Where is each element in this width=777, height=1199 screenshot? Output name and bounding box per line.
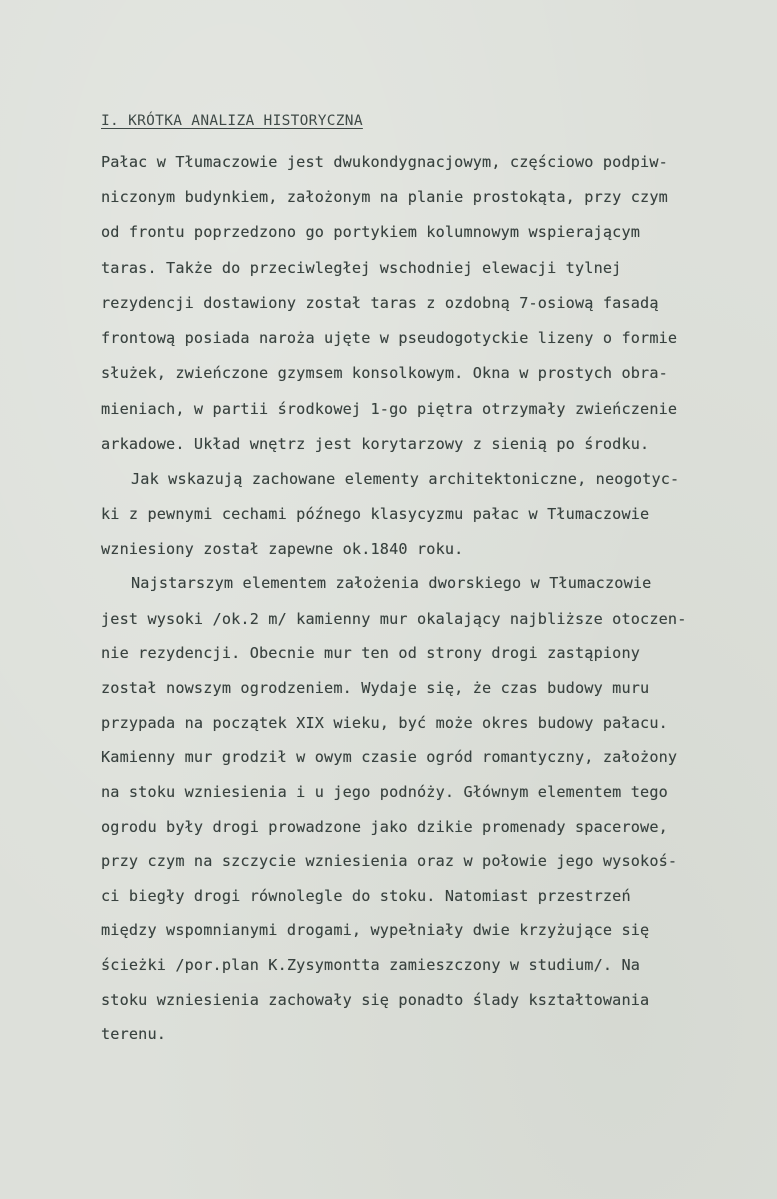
text-line: ogrodu były drogi prowadzone jako dzikie promenady spacerowe,: [101, 818, 668, 836]
text-line: został nowszym ogrodzeniem. Wydaje się, że czas budowy muru: [101, 679, 650, 697]
text-line: jest wysoki /ok.2 m/ kamienny mur okalający najbliższe otoczen-: [101, 610, 687, 628]
text-line: terenu.: [101, 1025, 167, 1043]
text-line: między wspomnianymi drogami, wypełniały dwie krzyżujące się: [101, 921, 650, 939]
text-line: niczonym budynkiem, założonym na planie prostokąta, przy czym: [101, 188, 668, 206]
text-line: przypada na początek XIX wieku, być może okres budowy pałacu.: [101, 714, 668, 732]
text-line: od frontu poprzedzono go portykiem kolumnowym wspierającym: [101, 223, 641, 241]
text-line: rezydencji dostawiony został taras z ozdobną 7-osiową fasadą: [101, 294, 659, 312]
section-heading: I. KRÓTKA ANALIZA HISTORYCZNA: [101, 113, 363, 129]
text-line: Jak wskazują zachowane elementy architektoniczne, neogotyc-: [131, 470, 680, 488]
text-line: nie rezydencji. Obecnie mur ten od strony drogi zastąpiony: [101, 644, 641, 662]
text-line: ki z pewnymi cechami późnego klasycyzmu pałac w Tłumaczowie: [101, 505, 650, 523]
text-line: ścieżki /por.plan K.Zysymontta zamieszczony w studium/. Na: [101, 956, 641, 974]
text-line: frontową posiada naroża ujęte w pseudogotyckie lizeny o formie: [101, 329, 678, 347]
text-line: mieniach, w partii środkowej 1-go piętra otrzymały zwieńczenie: [101, 400, 678, 418]
text-line: Najstarszym elementem założenia dworskiego w Tłumaczowie: [131, 574, 652, 592]
text-line: służek, zwieńczone gzymsem konsolkowym. Okna w prostych obra-: [101, 364, 668, 382]
text-line: na stoku wzniesienia i u jego podnóży. Głównym elementem tego: [101, 783, 668, 801]
text-line: ci biegły drogi równolegle do stoku. Natomiast przestrzeń: [101, 887, 631, 905]
text-line: arkadowe. Układ wnętrz jest korytarzowy z sienią po środku.: [101, 435, 650, 453]
text-line: wzniesiony został zapewne ok.1840 roku.: [101, 540, 464, 558]
text-line: Kamienny mur grodził w owym czasie ogród romantyczny, założony: [101, 748, 678, 766]
text-line: taras. Także do przeciwległej wschodniej elewacji tylnej: [101, 259, 622, 277]
text-line: Pałac w Tłumaczowie jest dwukondygnacjowym, częściowo podpiw-: [101, 153, 668, 171]
text-line: stoku wzniesienia zachowały się ponadto ślady kształtowania: [101, 991, 650, 1009]
text-line: przy czym na szczycie wzniesienia oraz w połowie jego wysokoś-: [101, 852, 678, 870]
